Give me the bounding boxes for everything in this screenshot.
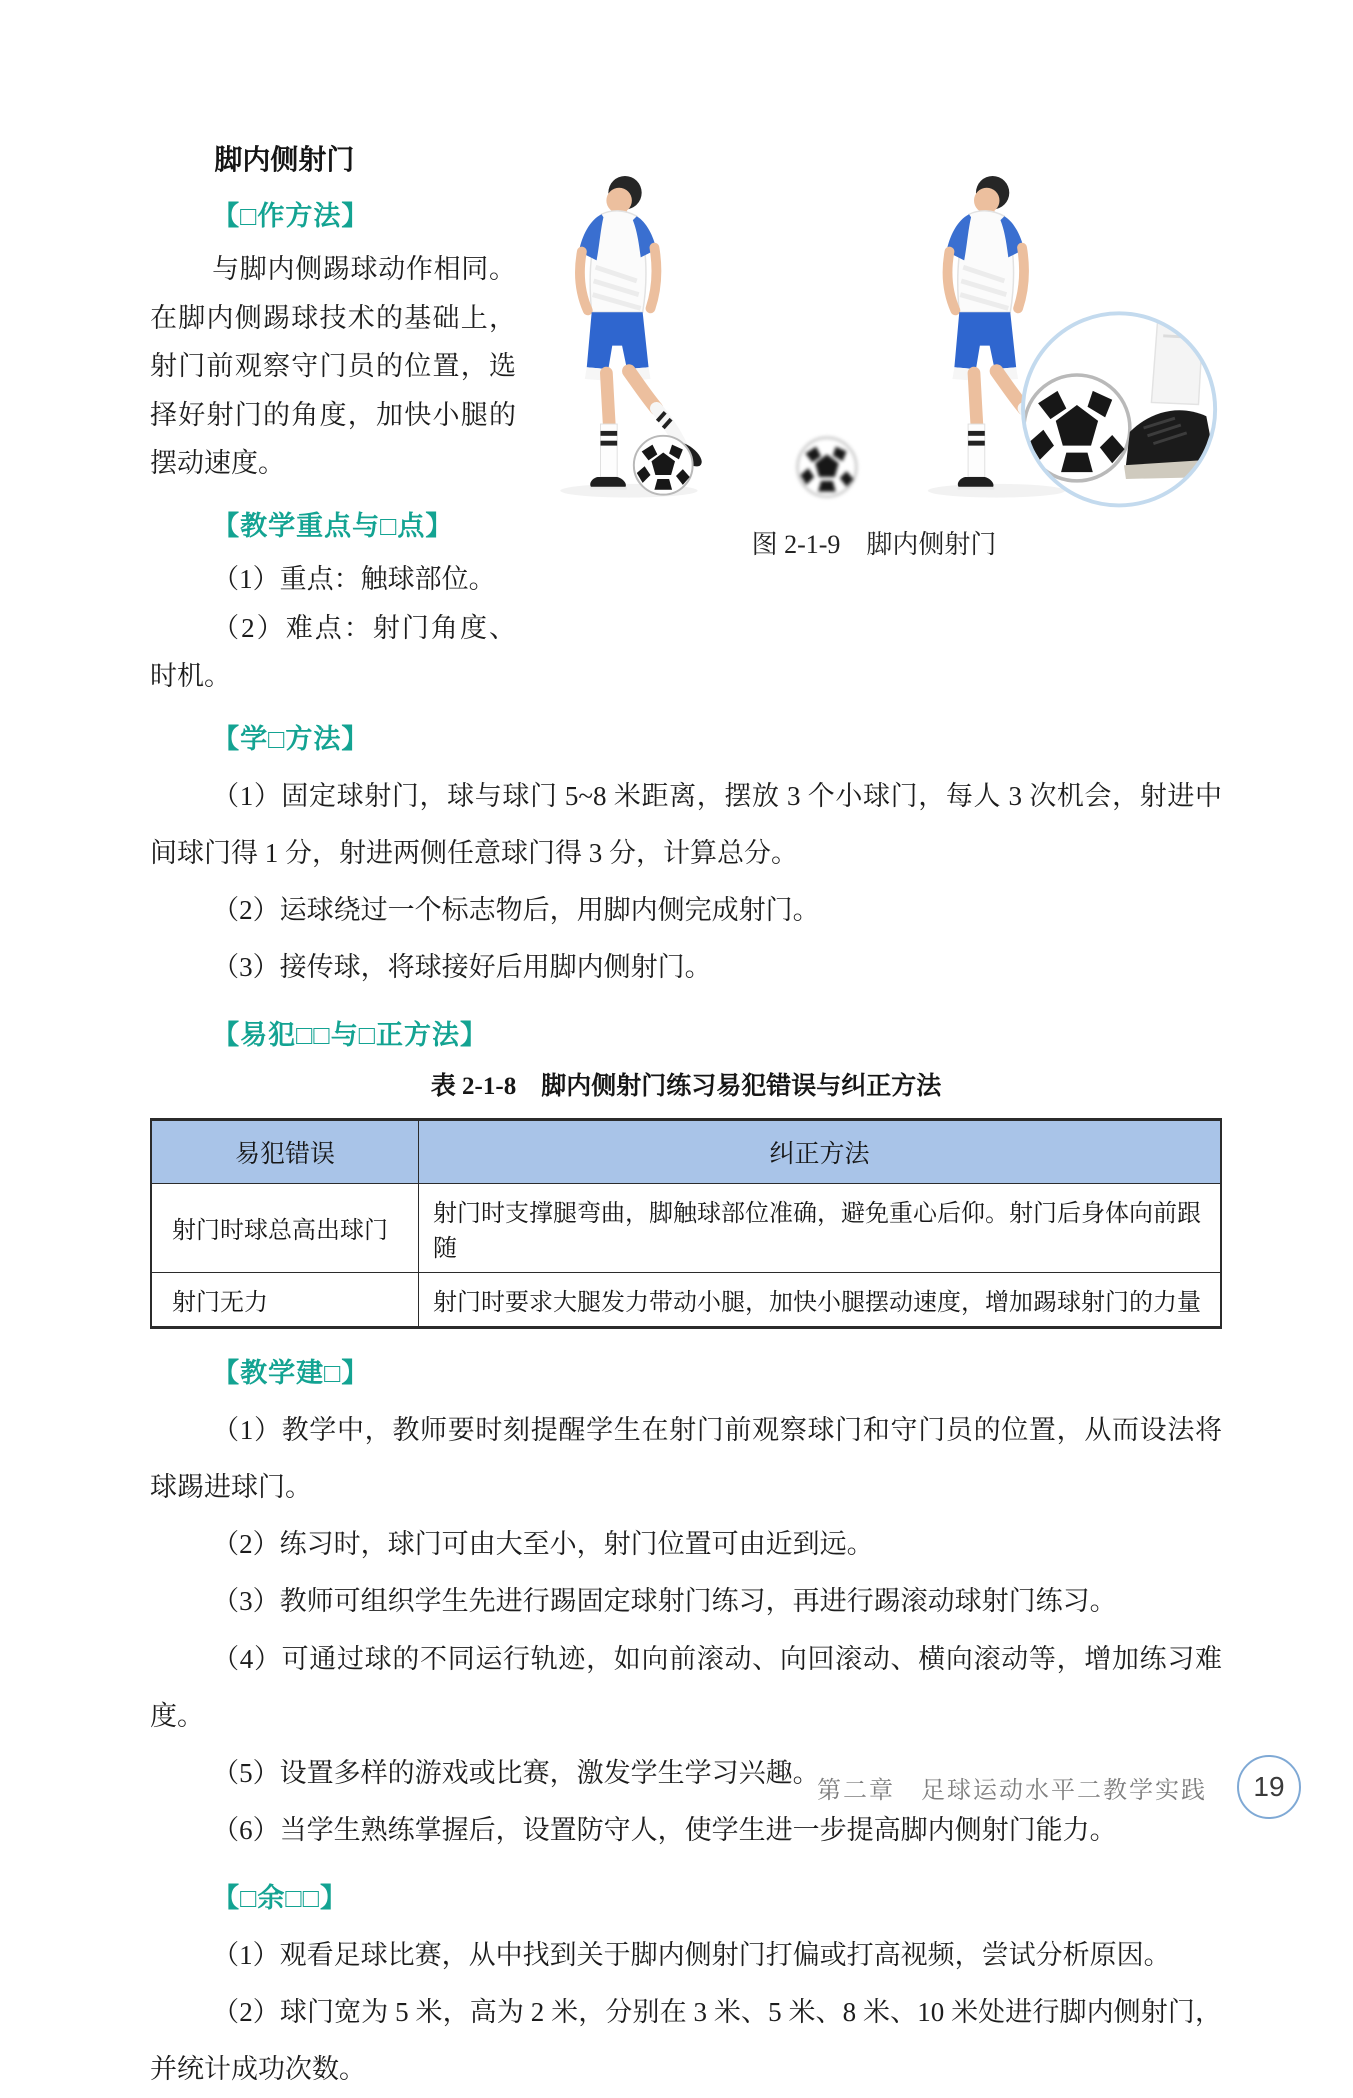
section-header-teaching-suggestions: 【教学建□】	[212, 1357, 370, 1388]
key-point-item: （2）难点：射门角度、时机。	[150, 612, 516, 692]
figure-caption: 图 2-1-9 脚内侧射门	[751, 530, 997, 559]
section-header-key-points: 【教学重点与□点】	[212, 510, 454, 541]
teaching-suggestion-item: （3）教师可组织学生先进行踢固定球射门练习，再进行踢滚动球射门练习。	[212, 1586, 1117, 1617]
page-footer	[817, 1755, 1301, 1819]
section-header-common-errors: 【易犯□□与□正方法】	[212, 1019, 489, 1050]
teaching-suggestion-item: （1）教学中，教师要时刻提醒学生在射门前观察球门和守门员的位置，从而设法将球踢进球门。	[150, 1414, 1222, 1502]
learning-method-item: （3）接传球，将球接好后用脚内侧射门。	[212, 952, 712, 983]
action-method-paragraph: 与脚内侧踢球动作相同。在脚内侧踢球技术的基础上，射门前观察守门员的位置，选择好射门的角度，加快小腿的摆动速度。	[150, 254, 516, 479]
footer-chapter-title: 第二章 足球运动水平二教学实践	[817, 1776, 1207, 1804]
teaching-suggestion-item: （2）练习时，球门可由大至小，射门位置可由近到远。	[212, 1529, 874, 1560]
figure-column	[516, 138, 1222, 561]
teaching-suggestion-item: （4）可通过球的不同运行轨迹，如向前滚动、向回滚动、横向滚动等，增加练习难度。	[150, 1643, 1222, 1731]
table-row	[151, 1183, 1221, 1272]
left-text-column	[150, 138, 516, 701]
top-block	[150, 138, 1222, 701]
learning-method-item: （2）运球绕过一个标志物后，用脚内侧完成射门。	[212, 895, 820, 926]
teaching-suggestion-item: （5）设置多样的游戏或比赛，激发学生学习兴趣。	[212, 1758, 820, 1789]
key-point-item: （1）重点：触球部位。	[212, 563, 496, 594]
learning-method-item: （1）固定球射门，球与球门 5~8 米距离，摆放 3 个小球门，每人 3 次机会，射进中间球门得 1 分，射进两侧任意球门得 3 分，计算总分。	[150, 780, 1222, 868]
page-title: 脚内侧射门	[214, 144, 355, 175]
table-cell-error: 射门无力	[151, 1272, 419, 1327]
table-cell-correction: 射门时支撑腿弯曲，脚触球部位准确，避免重心后仰。射门后身体向前跟随	[419, 1183, 1222, 1272]
table-col-header: 纠正方法	[419, 1119, 1222, 1183]
players-photo	[526, 138, 1222, 516]
table-cell-correction: 射门时要求大腿发力带动小腿，加快小腿摆动速度，增加踢球射门的力量	[419, 1272, 1222, 1327]
extra-practice-item: （2）球门宽为 5 米，高为 2 米，分别在 3 米、5 米、8 米、10 米处进行脚内侧射门，并统计成功次数。	[150, 1996, 1222, 2085]
table-row	[151, 1272, 1221, 1327]
section-header-action-method: 【□作方法】	[212, 201, 370, 231]
page-number-badge: 19	[1237, 1755, 1301, 1819]
errors-correction-table	[150, 1118, 1222, 1329]
table-cell-error: 射门时球总高出球门	[151, 1183, 419, 1272]
figure-2-1-9	[526, 138, 1222, 516]
table-col-header: 易犯错误	[151, 1119, 419, 1183]
section-header-extra-practice: 【□余□□】	[212, 1882, 349, 1913]
section-header-learning-methods: 【学□方法】	[212, 723, 370, 754]
teaching-suggestion-item: （6）当学生熟练掌握后，设置防守人，使学生进一步提高脚内侧射门能力。	[212, 1815, 1117, 1846]
table-title: 表 2-1-8 脚内侧射门练习易犯错误与纠正方法	[430, 1072, 942, 1100]
extra-practice-item: （1）观看足球比赛，从中找到关于脚内侧射门打偏或打高视频，尝试分析原因。	[212, 1939, 1171, 1970]
table-header-row	[151, 1119, 1221, 1183]
